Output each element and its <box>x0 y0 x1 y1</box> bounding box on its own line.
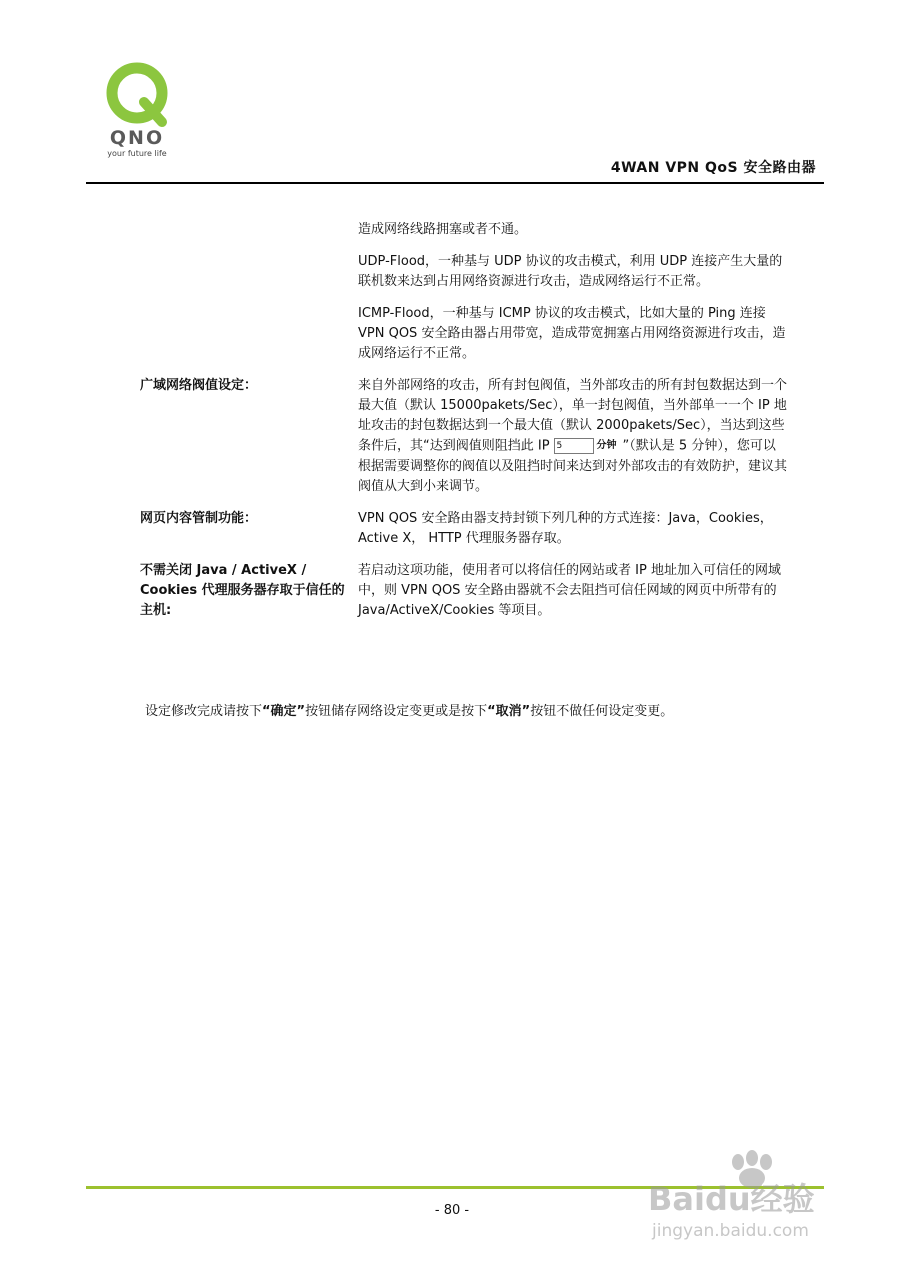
footer-note-part3: 按钮不做任何设定变更。 <box>530 704 674 719</box>
paragraph-trusted-hosts: 若启动这项功能，使用者可以将信任的网站或者 IP 地址加入可信任的网域中，则 VPN QOS 安全路由器就不会去阻挡可信任网域的网页中所带有的 Java/ActiveX/Cookies 等项目。 <box>358 562 781 618</box>
header-title: 4WAN VPN QoS 安全路由器 <box>610 160 816 176</box>
footer-note-part2: 按钮储存网络设定变更或是按下 <box>305 704 488 719</box>
threshold-text-before: 来自外部网络的攻击，所有封包阀值，当外部攻击的所有封包数据达到一个最大值（默认 15000pakets/Sec），单一封包阀值，当外部单一一个 IP 地址攻击的封包数据达到一个最大值（默认 2000pakets/Sec），当达到这些条件后，其“达到阀值则阻挡此 IP <box>358 378 788 454</box>
footer-note-cancel: “取消” <box>487 704 531 719</box>
section-attack-types <box>140 220 790 376</box>
logo-tagline: your future life <box>107 149 167 158</box>
qno-logo <box>92 60 182 160</box>
section-description <box>358 509 788 561</box>
section-web-content-control <box>140 509 790 561</box>
section-label: 不需关闭 Java / ActiveX / Cookies 代理服务器存取于信任的主机: <box>140 562 345 618</box>
section-description <box>358 376 788 509</box>
watermark-url: jingyan.baidu.com <box>652 1221 809 1241</box>
header-divider <box>86 182 824 184</box>
footer-note-ok: “确定” <box>262 704 306 719</box>
section-description <box>358 220 788 376</box>
paragraph-udp-flood: UDP-Flood，一种基与 UDP 协议的攻击模式，利用 UDP 连接产生大量的联机数来达到占用网络资源进行攻击，造成网络运行不正常。 <box>358 254 783 289</box>
watermark-brand: Baidu经验 <box>648 1180 815 1218</box>
paragraph-web-control: VPN QOS 安全路由器支持封锁下列几种的方式连接：Java，Cookies，Active X， HTTP 代理服务器存取。 <box>358 510 773 546</box>
paragraph-threshold <box>358 376 788 497</box>
threshold-text-after: ”（默认是 5 分钟），您可以根据需要调整你的阀值以及阻挡时间来达到对外部攻击的有效防护，建议其阀值从大到小来调节。 <box>358 438 788 494</box>
page-number: - 80 - <box>434 1203 470 1218</box>
block-time-input[interactable]: 5 <box>554 438 594 454</box>
footer-note-part1: 设定修改完成请按下 <box>145 704 263 719</box>
paragraph-congestion: 造成网络线路拥塞或者不通。 <box>358 222 528 237</box>
logo-brand: QNO <box>109 127 165 149</box>
section-description <box>358 561 788 633</box>
section-label: 网页内容管制功能： <box>140 510 258 526</box>
section-label: 广域网络阀值设定： <box>140 378 258 393</box>
section-trusted-hosts <box>140 561 790 633</box>
block-time-unit: 分钟 <box>596 440 617 451</box>
section-wan-threshold <box>140 376 790 509</box>
baidu-jingyan-watermark <box>642 1148 862 1244</box>
paragraph-icmp-flood: ICMP-Flood，一种基与 ICMP 协议的攻击模式，比如大量的 Ping 连接 VPN QOS 安全路由器占用带宽，造成带宽拥塞占用网络资源进行攻击，造成网络运行不正常。 <box>358 306 786 361</box>
footer-note <box>145 700 673 719</box>
content <box>140 220 790 633</box>
section-label <box>140 220 358 376</box>
